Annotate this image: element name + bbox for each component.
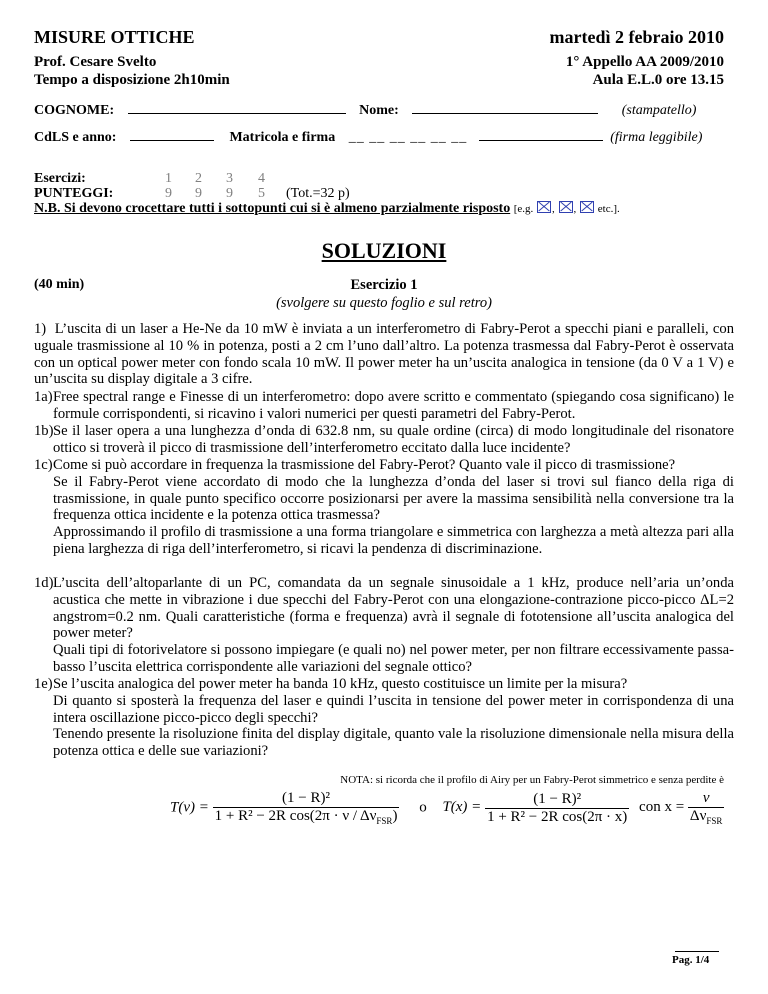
question-1e: 1e) Se l’uscita analogica del power meter ha banda 10 kHz, questo costituisce un limite per la misura? Di quanto si sposterà la frequenza del laser e quindi l’uscita in tensione del power meter in corrispondenza di una intera oscillazione picco-picco degli specchi? Tenendo presente la risoluzione finita del display digitale, quanto vale la risoluzione dimensionale nella misura della potenza ottica e delle sue variazioni? xyxy=(34,676,734,760)
question-text: Se il laser opera a una lunghezza d’onda di 632.8 nm, su quale ordine (circa) di modo longitudinale del risonatore ottico si troverà il picco di trasmissione dell’interferometro eccitato dalla luce incidente? xyxy=(53,423,734,456)
question-text: Free spectral range e Finesse di un interferometro: dopo avere scritto e commentato (spiegando cosa significano) le formule corrispondenti, si ricavino i valori numerici per questi parametri del Fabry-Perot. xyxy=(53,389,734,422)
question-text: Se il Fabry-Perot viene accordato di modo che la lunghezza d’onda del laser si trovi sul fianco della riga di trasmissione, in quale punto specifico occorre posizionarsi per avere la massima sensibilità nella conversione tra la frequenza ottica incidente e la potenza ottica trasmessa? xyxy=(53,473,734,524)
points-label: PUNTEGGI: xyxy=(34,186,114,201)
check-note xyxy=(34,201,620,217)
exercise-heading: Esercizio 1 xyxy=(350,277,418,293)
question-text: Quali tipi di fotorivelatore si possono impiegare (e quali no) nel power meter, per non filtrare eccessivamente passa-basso l’uscita elettrica corrispondente alle variazioni del segnale ottico? xyxy=(53,642,734,675)
time-available: Tempo a disposizione 2h10min xyxy=(34,72,230,88)
question-1d: 1d) L’uscita dell’altoparlante di un PC, comandata da un segnale sinusoidale a 1 kHz, produce nell’aria un’onda acustica che mette in vibrazione i due specchi del Fabry-Perot con una elongazione-contrazione picco-picco ΔL=2 angstrom=0.2 nm. Quali caratteristiche (forma e frequenza) avrà il segnale di fototensione all’uscita analogica del power meter? Quali tipi di fotorivelatore si possono impiegare (e quali no) nel power meter, per non filtrare eccessivamente passa-basso l’uscita elettrica corrispondente alle variazioni del segnale ottico? xyxy=(34,575,734,675)
exercises-label: Esercizi: xyxy=(34,171,86,186)
question-1c: 1c) Come si può accordare in frequenza la trasmissione del Fabry-Perot? Quanto vale il picco di trasmissione? Se il Fabry-Perot viene accordato di modo che la lunghezza d’onda del laser si trovi sul fianco della riga di trasmissione, in quale punto specifico occorre posizionarsi per avere la massima sensibilità nella conversione tra la frequenza ottica incidente e la potenza ottica trasmessa? Approssimando il profilo di trasmissione a una forma triangolare e simmetrica con larghezza a metà altezza pari alla piena larghezza di riga dell’interferometro, si ricavi la pendenza di discriminazione. xyxy=(34,457,734,557)
solutions-title: SOLUZIONI xyxy=(321,238,447,263)
signature-field[interactable] xyxy=(479,129,603,141)
exercise-number: 3 xyxy=(226,171,233,186)
question-text: Come si può accordare in frequenza la trasmissione del Fabry-Perot? Quanto vale il picco di trasmissione? xyxy=(53,457,676,473)
exercise-points: 9 xyxy=(195,186,202,201)
signature-note: (firma leggibile) xyxy=(610,130,703,145)
exercise-points: 9 xyxy=(226,186,233,201)
cdls-row xyxy=(34,129,702,146)
name-field[interactable] xyxy=(412,102,598,114)
name-label: Nome: xyxy=(359,103,399,118)
cdls-label: CdLS e anno: xyxy=(34,130,117,145)
check-note-text: N.B. Si devono crocettare tutti i sottopunti cui si è almeno parzialmente risposto xyxy=(34,201,511,216)
question-text: Tenendo presente la risoluzione finita del display digitale, quanto vale la risoluzione dimensionale nella misura della potenza ottica e delle sue variazioni? xyxy=(53,726,734,760)
matricola-label: Matricola e firma xyxy=(229,130,336,145)
matricola-field[interactable]: __ __ __ __ __ __ xyxy=(348,130,468,145)
problem-intro: 1) L’uscita di un laser a He-Ne da 10 mW è inviata a un interferometro di Fabry-Perot a specchi piani e paralleli, con uguale trasmissione al 10 % in potenza, posti a 2 cm l’uno dall’altro. La potenza trasmessa dal Fabry-Perot è osservata con un optical power meter con fondo scala 10 mW. Il power meter ha un’uscita analogica in tensione (da 0 V a 1 V) e un’uscita su display digitale a 3 cifre. xyxy=(34,321,734,388)
crossed-box-icon xyxy=(537,201,551,213)
crossed-box-icon xyxy=(580,201,594,213)
cdls-field[interactable] xyxy=(130,129,214,141)
surname-row xyxy=(34,102,696,119)
total-points: (Tot.=32 p) xyxy=(286,186,350,201)
exercise-subheading: (svolgere su questo foglio e sul retro) xyxy=(276,295,492,311)
check-note-example: [e.g. , , etc.]. xyxy=(513,203,620,215)
question-text: L’uscita dell’altoparlante di un PC, comandata da un segnale sinusoidale a 1 kHz, produce nell’aria un’onda acustica che mette in vibrazione i due specchi del Fabry-Perot con una elongazione-contrazione picco-picco ΔL=2 angstrom=0.2 nm. Quali caratteristiche (forma e frequenza) avrà il segnale di fototensione all’uscita analogica del power meter? xyxy=(53,575,734,642)
exercise-points: 9 xyxy=(165,186,172,201)
question-text: Di quanto si sposterà la frequenza del laser e quindi l’uscita in tensione del power meter in corrispondenza di una intera oscillazione picco-picco degli specchi? xyxy=(53,692,734,726)
question-1a: 1a) Free spectral range e Finesse di un interferometro: dopo avere scritto e commentato (spiegando cosa significano) le formule corrispondenti, si ricavino i valori numerici per questi parametri del Fabry-Perot. xyxy=(34,389,734,422)
question-text: Approssimando il profilo di trasmissione a una forma triangolare e simmetrica con larghezza a metà altezza pari alla piena larghezza di riga dell’interferometro, si ricavi la pendenza di discriminazione. xyxy=(53,524,734,557)
problem-intro-text: L’uscita di un laser a He-Ne da 10 mW è inviata a un interferometro di Fabry-Perot a specchi piani e paralleli, con uguale trasmissione al 10 % in potenza, posti a 2 cm l’uno dall’altro. La potenza trasmessa dal Fabry-Perot è osservata con un optical power meter con fondo scala 10 mW. Il power meter ha un’uscita analogica in tensione (da 0 V a 1 V) e un’uscita su display digitale a 3 cifre. xyxy=(34,321,734,388)
exercise-number: 2 xyxy=(195,171,202,186)
professor: Prof. Cesare Svelto xyxy=(34,54,157,70)
surname-field[interactable] xyxy=(128,102,346,114)
exam-session: 1° Appello AA 2009/2010 xyxy=(565,54,724,70)
exercise-number: 1 xyxy=(165,171,172,186)
question-text: Se l’uscita analogica del power meter ha banda 10 kHz, questo costituisce un limite per la misura? xyxy=(53,676,628,692)
course-title: MISURE OTTICHE xyxy=(34,27,195,47)
exercise-points: 5 xyxy=(258,186,265,201)
print-note: (stampatello) xyxy=(621,103,697,118)
exercise-number: 4 xyxy=(258,171,265,186)
exam-date: martedì 2 febraio 2010 xyxy=(549,27,724,47)
footer-rule xyxy=(675,951,719,952)
page-number: Pag. 1/4 xyxy=(672,954,710,966)
exam-room: Aula E.L.0 ore 13.15 xyxy=(592,72,724,88)
question-1b: 1b) Se il laser opera a una lunghezza d’onda di 632.8 nm, su quale ordine (circa) di modo longitudinale del risonatore ottico si troverà il picco di trasmissione dell’interferometro eccitato dalla luce incidente? xyxy=(34,423,734,456)
crossed-box-icon xyxy=(559,201,573,213)
surname-label: COGNOME: xyxy=(34,103,115,118)
airy-formula: T(ν) = $\frac{\text{(1 − R)²}}{1 + R^2 - 2R \cos(2\pi \cdot \nu / \Delta\nu_{FSR})}$ o T(x) = $\frac{\text{(1 − R)²}}{\text{1 + R² − 2R cos(2π · x)}}$ con x = $\frac{\nu}{\Delta\nu_{FSR}}$ xyxy=(170,790,723,826)
exercise-duration: (40 min) xyxy=(34,277,85,292)
airy-note: NOTA: si ricorda che il profilo di Airy per un Fabry-Perot simmetrico e senza perdite è xyxy=(340,774,724,786)
